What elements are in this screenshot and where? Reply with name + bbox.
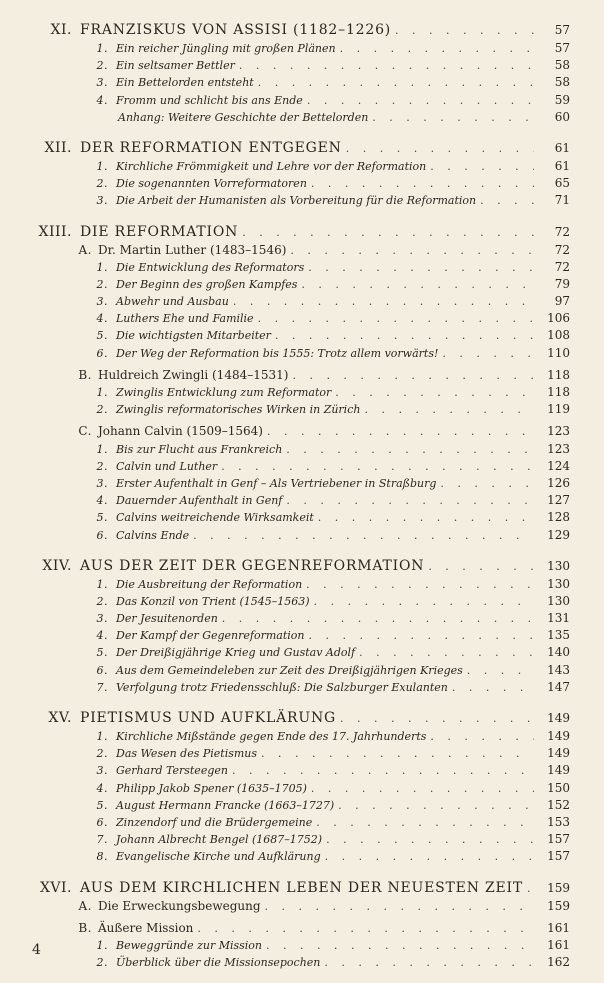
toc-item: [0, 831, 604, 848]
entry-number: 2.: [96, 59, 108, 73]
dot-leader: [467, 662, 534, 679]
entry-title: Die sogenannten Vorreformatoren: [116, 177, 307, 191]
page-number: 4: [32, 942, 41, 958]
entry-page: 110: [547, 345, 570, 360]
entry-number: 6.: [96, 815, 108, 829]
section-entry: [0, 367, 604, 384]
entry-page: 59: [554, 92, 570, 107]
entry-title: Die wichtigsten Mitarbeiter: [116, 329, 271, 343]
entry-title: Das Wesen des Pietismus: [116, 747, 258, 761]
entry-title: Ein reicher Jüngling mit großen Plänen: [116, 42, 336, 55]
entry-page: 161: [547, 920, 570, 935]
entry-page: 61: [554, 158, 570, 173]
entry-number: XV.: [48, 710, 72, 726]
chapter-entry: [0, 20, 604, 40]
entry-title: Beweggründe zur Mission: [116, 938, 263, 952]
entry-number: A.: [78, 898, 92, 913]
entry-number: 2.: [96, 177, 108, 191]
entry-title: AUS DEM KIRCHLICHEN LEBEN DER NEUESTEN ZEIT: [80, 879, 524, 896]
toc-item: [0, 679, 604, 696]
toc-item: [0, 848, 604, 865]
entry-title: Evangelische Kirche und Aufklärung: [116, 850, 321, 864]
entry-number: 1.: [96, 260, 108, 274]
dot-leader: [267, 423, 534, 440]
toc-item: [0, 509, 604, 526]
entry-number: 8.: [96, 850, 108, 864]
toc-item: [0, 593, 604, 610]
toc-item: [0, 109, 604, 126]
entry-title: Die Arbeit der Humanisten als Vorbereitung für die Reformation: [116, 194, 477, 208]
entry-page: 119: [547, 402, 570, 417]
section-entry: [0, 242, 604, 259]
dot-leader: [197, 920, 534, 937]
entry-title: Verfolgung trotz Friedensschluß: Die Salzburger Exulanten: [116, 680, 448, 694]
dot-leader: [193, 527, 534, 544]
dot-leader: [338, 797, 534, 814]
entry-page: 108: [547, 328, 570, 343]
chapter-entry: [0, 556, 604, 576]
entry-title: Kirchliche Frömmigkeit und Lehre vor der Reformation: [116, 159, 427, 173]
entry-title: Überblick über die Missionsepochen: [116, 956, 321, 970]
entry-title: Ein Bettelorden entsteht: [116, 76, 254, 90]
entry-number: 1.: [96, 938, 108, 952]
entry-page: 118: [547, 367, 570, 382]
dot-leader: [232, 762, 534, 779]
entry-number: 1.: [96, 386, 108, 399]
entry-title: Der Kampf der Gegenreformation: [116, 629, 305, 643]
entry-title: Kirchliche Mißstände gegen Ende des 17. Jahrhunderts: [116, 730, 427, 743]
dot-leader: [309, 627, 535, 644]
entry-number: XIII.: [38, 223, 72, 240]
dot-leader: [326, 831, 534, 848]
entry-number: 4.: [96, 93, 108, 107]
toc-item: [0, 441, 604, 458]
toc-item: [0, 384, 604, 401]
entry-number: 2.: [96, 403, 108, 417]
entry-number: 2.: [96, 459, 108, 473]
entry-title: Ein seltsamer Bettler: [116, 59, 235, 73]
entry-number: C.: [78, 424, 92, 439]
entry-title: Johann Albrecht Bengel (1687–1752): [116, 833, 323, 847]
toc-item: [0, 762, 604, 779]
chapter-block: [0, 556, 604, 696]
entry-page: 131: [547, 611, 570, 626]
entry-number: 3.: [96, 612, 108, 626]
dot-leader: [395, 21, 534, 41]
dot-leader: [335, 384, 534, 401]
entry-title: DIE REFORMATION: [80, 223, 239, 240]
entry-number: 3.: [96, 764, 108, 778]
toc-item: [0, 259, 604, 276]
dot-leader: [301, 276, 534, 293]
dot-leader: [308, 259, 534, 276]
dot-leader: [233, 293, 534, 310]
dot-leader: [222, 610, 534, 627]
entry-title: Philipp Jakob Spener (1635–1705): [116, 781, 307, 795]
dot-leader: [314, 593, 534, 610]
entry-title: AUS DER ZEIT DER GEGENREFORMATION: [80, 557, 425, 574]
entry-page: 57: [554, 41, 570, 55]
toc-item: [0, 527, 604, 544]
dot-leader: [318, 509, 534, 526]
chapter-block: [0, 20, 604, 126]
entry-page: 147: [547, 679, 570, 694]
section-entry: [0, 423, 604, 440]
toc-item: [0, 276, 604, 293]
dot-leader: [221, 458, 534, 475]
dot-leader: [290, 242, 534, 259]
entry-number: 2.: [96, 594, 108, 608]
dot-leader: [258, 74, 534, 91]
entry-number: 4.: [96, 629, 108, 643]
dot-leader: [316, 814, 534, 831]
toc-item: [0, 662, 604, 679]
entry-title: Johann Calvin (1509–1564): [98, 424, 263, 439]
entry-title: Luthers Ehe und Familie: [116, 312, 254, 326]
entry-page: 123: [547, 441, 570, 456]
entry-page: 157: [547, 832, 570, 847]
dot-leader: [311, 175, 534, 192]
chapter-block: [0, 222, 604, 544]
entry-title: Gerhard Tersteegen: [116, 764, 228, 778]
entry-title: Calvin und Luther: [116, 459, 218, 473]
entry-number: B.: [78, 367, 92, 382]
entry-page: 157: [547, 849, 570, 864]
entry-number: 1.: [96, 730, 108, 743]
entry-title: Äußere Mission: [98, 920, 194, 935]
entry-page: 71: [554, 193, 570, 208]
entry-number: 3.: [96, 295, 108, 309]
chapter-entry: [0, 138, 604, 158]
entry-title: Abwehr und Ausbau: [116, 295, 229, 309]
entry-page: 152: [547, 797, 570, 812]
toc-item: [0, 310, 604, 327]
toc-item: [0, 576, 604, 593]
toc-item: [0, 40, 604, 57]
toc-item: [0, 293, 604, 310]
entry-title: Die Entwicklung des Reformators: [116, 260, 305, 274]
dot-leader: [261, 745, 534, 762]
toc-item: [0, 937, 604, 954]
entry-page: 159: [547, 880, 570, 895]
dot-leader: [340, 40, 534, 57]
entry-title: Anhang: Weitere Geschichte der Bettelorden: [118, 110, 369, 124]
toc-item: [0, 610, 604, 627]
entry-title: FRANZISKUS VON ASSISI (1182–1226): [80, 22, 392, 38]
entry-title: Die Ausbreitung der Reformation: [116, 577, 303, 591]
entry-number: A.: [78, 242, 92, 257]
entry-title: Erster Aufenthalt in Genf – Als Vertriebener in Straßburg: [116, 476, 437, 490]
entry-page: 58: [554, 75, 570, 90]
entry-number: 4.: [96, 494, 108, 508]
entry-page: 129: [547, 527, 570, 542]
dot-leader: [286, 441, 534, 458]
toc-item: [0, 475, 604, 492]
entry-number: 3.: [96, 76, 108, 90]
dot-leader: [430, 158, 534, 175]
dot-leader: [286, 492, 534, 509]
dot-leader: [266, 937, 534, 954]
chapter-block: [0, 708, 604, 866]
entry-number: 1.: [96, 159, 108, 173]
entry-page: 58: [554, 58, 570, 73]
dot-leader: [452, 679, 534, 696]
entry-page: 153: [547, 814, 570, 829]
entry-title: August Hermann Francke (1663–1727): [116, 798, 335, 812]
toc-item: [0, 175, 604, 192]
entry-page: 106: [547, 311, 570, 326]
entry-page: 162: [547, 955, 570, 970]
entry-number: 6.: [96, 528, 108, 542]
toc-item: [0, 780, 604, 797]
entry-page: 149: [547, 711, 570, 725]
entry-number: XII.: [44, 139, 72, 156]
toc-item: [0, 954, 604, 971]
entry-page: 150: [547, 780, 570, 795]
entry-title: Dauernder Aufenthalt in Genf: [116, 494, 283, 508]
entry-page: 143: [547, 662, 570, 677]
entry-page: 130: [547, 576, 570, 591]
dot-leader: [311, 780, 534, 797]
entry-number: 7.: [96, 680, 108, 694]
toc-item: [0, 74, 604, 91]
entry-page: 72: [554, 259, 570, 274]
entry-title: Huldreich Zwingli (1484–1531): [98, 367, 289, 382]
entry-page: 130: [547, 558, 570, 573]
toc-item: [0, 327, 604, 344]
dot-leader: [324, 954, 534, 971]
entry-number: 4.: [96, 312, 108, 326]
entry-title: Fromm und schlicht bis ans Ende: [116, 93, 303, 107]
entry-page: 149: [547, 746, 570, 761]
entry-page: 124: [547, 458, 570, 473]
entry-number: 4.: [96, 781, 108, 795]
chapter-block: [0, 878, 604, 972]
entry-number: XVI.: [39, 879, 72, 896]
toc-item: [0, 814, 604, 831]
entry-number: 1.: [96, 577, 108, 591]
entry-number: 6.: [96, 663, 108, 677]
entry-title: Der Dreißigjährige Krieg und Gustav Adolf: [116, 646, 356, 660]
toc-item: [0, 627, 604, 644]
entry-title: Aus dem Gemeindeleben zur Zeit des Dreißigjährigen Krieges: [116, 663, 463, 677]
entry-number: 2.: [96, 277, 108, 291]
dot-leader: [258, 310, 534, 327]
entry-page: 130: [547, 593, 570, 608]
toc-item: [0, 92, 604, 109]
dot-leader: [372, 109, 534, 126]
entry-title: Bis zur Flucht aus Frankreich: [116, 442, 283, 456]
entry-title: Das Konzil von Trient (1545–1563): [116, 594, 310, 608]
entry-page: 72: [554, 224, 570, 239]
dot-leader: [306, 576, 534, 593]
entry-number: 2.: [96, 747, 108, 761]
entry-page: 57: [554, 23, 570, 37]
dot-leader: [325, 848, 534, 865]
entry-title: Der Beginn des großen Kampfes: [116, 277, 298, 291]
entry-page: 65: [554, 176, 570, 191]
entry-number: 1.: [96, 42, 108, 55]
toc-item: [0, 458, 604, 475]
dot-leader: [442, 345, 534, 362]
entry-page: 126: [547, 475, 570, 490]
table-of-contents: [0, 20, 604, 983]
toc-item: [0, 345, 604, 362]
toc-item: [0, 401, 604, 418]
entry-title: Der Jesuitenorden: [116, 612, 218, 626]
entry-page: 161: [547, 937, 570, 952]
entry-number: 5.: [96, 329, 108, 343]
entry-title: Calvins Ende: [116, 528, 190, 542]
dot-leader: [428, 557, 534, 577]
entry-title: Zwinglis Entwicklung zum Reformator: [116, 386, 332, 399]
entry-page: 61: [554, 140, 570, 155]
entry-page: 72: [554, 242, 570, 257]
entry-title: Die Erweckungsbewegung: [98, 898, 261, 913]
section-entry: [0, 920, 604, 937]
entry-number: 7.: [96, 833, 108, 847]
entry-page: 159: [547, 898, 570, 913]
entry-number: 5.: [96, 646, 108, 660]
toc-item: [0, 158, 604, 175]
dot-leader: [307, 92, 534, 109]
entry-number: 3.: [96, 476, 108, 490]
entry-page: 128: [547, 510, 570, 525]
entry-title: PIETISMUS UND AUFKLÄRUNG: [80, 710, 336, 726]
entry-number: 5.: [96, 798, 108, 812]
entry-number: B.: [78, 920, 92, 935]
chapter-entry: [0, 878, 604, 898]
toc-item: [0, 192, 604, 209]
entry-number: 5.: [96, 511, 108, 525]
entry-page: 123: [547, 424, 570, 439]
dot-leader: [275, 327, 534, 344]
toc-item: [0, 644, 604, 661]
entry-page: 135: [547, 628, 570, 643]
dot-leader: [265, 898, 534, 915]
toc-item: [0, 492, 604, 509]
entry-page: 149: [547, 729, 570, 743]
dot-leader: [440, 475, 534, 492]
dot-leader: [430, 728, 534, 745]
entry-page: 60: [554, 109, 570, 124]
chapter-entry: [0, 708, 604, 728]
chapter-entry: [0, 222, 604, 242]
entry-page: 79: [554, 276, 570, 291]
entry-title: Zinzendorf und die Brüdergemeine: [116, 815, 313, 829]
entry-number: 6.: [96, 346, 108, 360]
dot-leader: [292, 367, 534, 384]
entry-number: 2.: [96, 956, 108, 970]
entry-number: XI.: [50, 22, 72, 38]
entry-title: Zwinglis reformatorisches Wirken in Zürich: [116, 403, 361, 417]
dot-leader: [364, 401, 534, 418]
entry-title: Der Weg der Reformation bis 1555: Trotz allem vorwärts!: [116, 346, 439, 360]
entry-number: XIV.: [42, 557, 72, 574]
entry-title: Calvins weitreichende Wirksamkeit: [116, 511, 314, 525]
entry-page: 97: [554, 294, 570, 309]
entry-number: 1.: [96, 442, 108, 456]
entry-page: 118: [547, 385, 570, 399]
dot-leader: [346, 139, 534, 159]
entry-number: 3.: [96, 194, 108, 208]
dot-leader: [239, 57, 534, 74]
entry-page: 140: [547, 645, 570, 660]
dot-leader: [242, 223, 534, 243]
toc-item: [0, 57, 604, 74]
dot-leader: [527, 879, 534, 899]
entry-page: 127: [547, 493, 570, 508]
chapter-block: [0, 138, 604, 210]
entry-page: 149: [547, 763, 570, 778]
section-entry: [0, 898, 604, 915]
entry-title: Dr. Martin Luther (1483–1546): [98, 242, 287, 257]
toc-item: [0, 728, 604, 745]
dot-leader: [340, 709, 534, 729]
dot-leader: [480, 192, 534, 209]
toc-item: [0, 745, 604, 762]
toc-item: [0, 797, 604, 814]
entry-title: DER REFORMATION ENTGEGEN: [80, 139, 342, 156]
dot-leader: [359, 644, 534, 661]
